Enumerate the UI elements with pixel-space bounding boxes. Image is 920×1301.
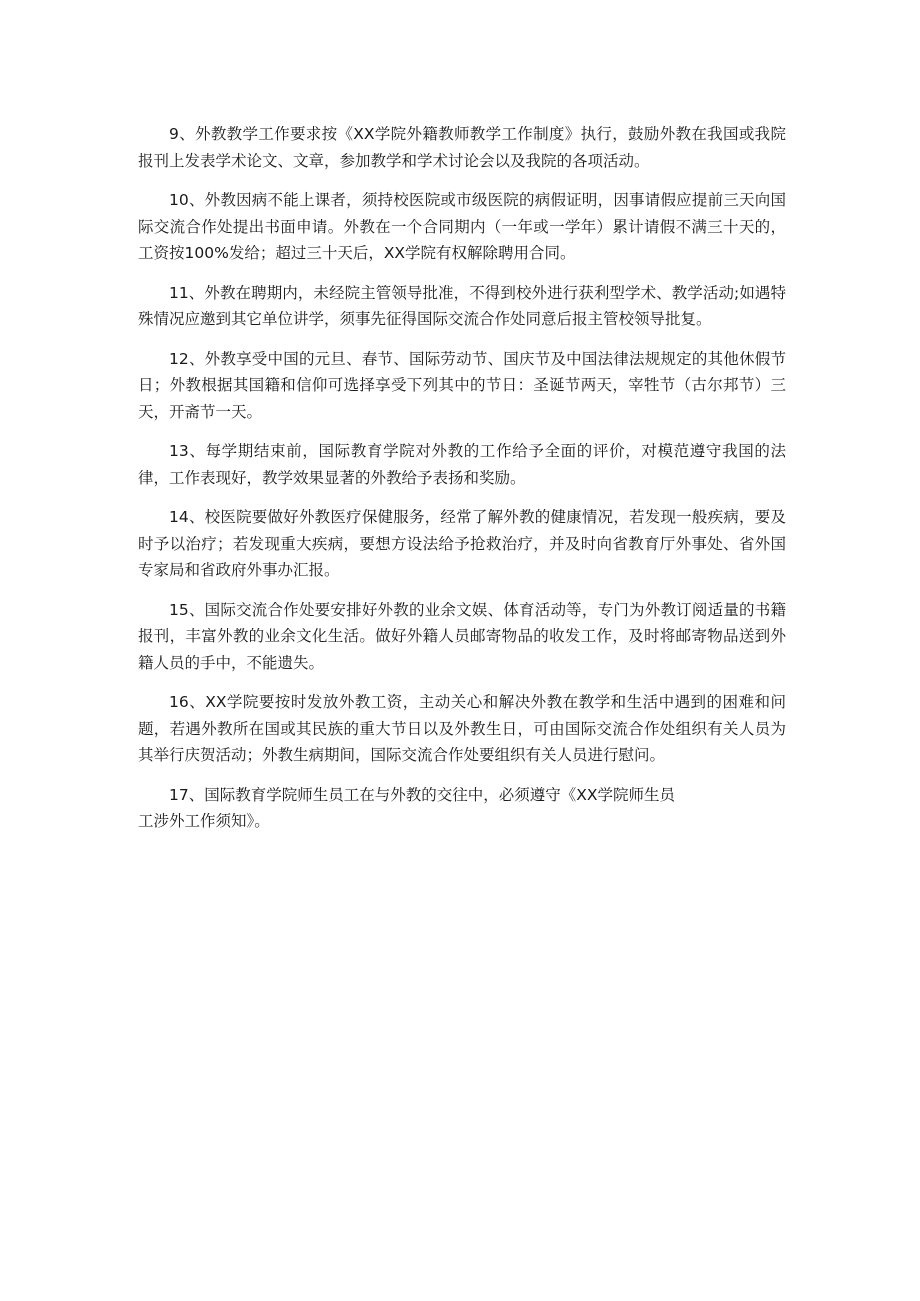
paragraph-item-15: 15、国际交流合作处要安排好外教的业余文娱、体育活动等，专门为外教订阅适量的书籍报刊，丰富外教的业余文化生活。做好外籍人员邮寄物品的收发工作，及时将邮寄物品送到外籍人员的手中，不能遗失。: [138, 600, 786, 672]
paragraph-17-line-2: 工涉外工作须知》。: [138, 812, 270, 830]
paragraph-item-16: 16、XX学院要按时发放外教工资，主动关心和解决外教在教学和生活中遇到的困难和问题，若遇外教所在国或其民族的重大节日以及外教生日，可由国际交流合作处组织有关人员为其举行庆贺活动；外教生病期间，国际交流合作处要组织有关人员进行慰问。: [138, 693, 786, 764]
paragraph-item-12: 12、外教享受中国的元旦、春节、国际劳动节、国庆节及中国法律法规规定的其他休假节日；外教根据其国籍和信仰可选择享受下列其中的节日：圣诞节两天，宰牲节（古尔邦节）三天，开斋节一天。: [138, 349, 786, 421]
paragraph-17-line-1: 17、国际教育学院师生员工在与外教的交往中，必须遵守《XX学院师生员: [169, 785, 675, 804]
paragraph-item-17: [138, 782, 786, 835]
paragraph-item-10: 10、外教因病不能上课者，须持校医院或市级医院的病假证明，因事请假应提前三天向国际交流合作处提出书面申请。外教在一个合同期内（一年或一学年）累计请假不满三十天的，工资按100%发给；超过三十天后，XX学院有权解除聘用合同。: [138, 191, 786, 262]
paragraph-item-9: 9、外教教学工作要求按《XX学院外籍教师教学工作制度》执行，鼓励外教在我国或我院报刊上发表学术论文、文章，参加教学和学术讨论会以及我院的各项活动。: [138, 125, 786, 170]
paragraph-item-14: 14、校医院要做好外教医疗保健服务，经常了解外教的健康情况，若发现一般疾病，要及时予以治疗；若发现重大疾病，要想方设法给予抢救治疗，并及时向省教育厅外事处、省外国专家局和省政府外事办汇报。: [138, 508, 786, 579]
document-body: [138, 121, 786, 835]
paragraph-item-13: 13、每学期结束前，国际教育学院对外教的工作给予全面的评价，对模范遵守我国的法律，工作表现好，教学效果显著的外教给予表扬和奖励。: [138, 442, 786, 487]
paragraph-item-11: 11、外教在聘期内，未经院主管领导批准，不得到校外进行获利型学术、教学活动;如遇特殊情况应邀到其它单位讲学，须事先征得国际交流合作处同意后报主管校领导批复。: [138, 283, 786, 328]
